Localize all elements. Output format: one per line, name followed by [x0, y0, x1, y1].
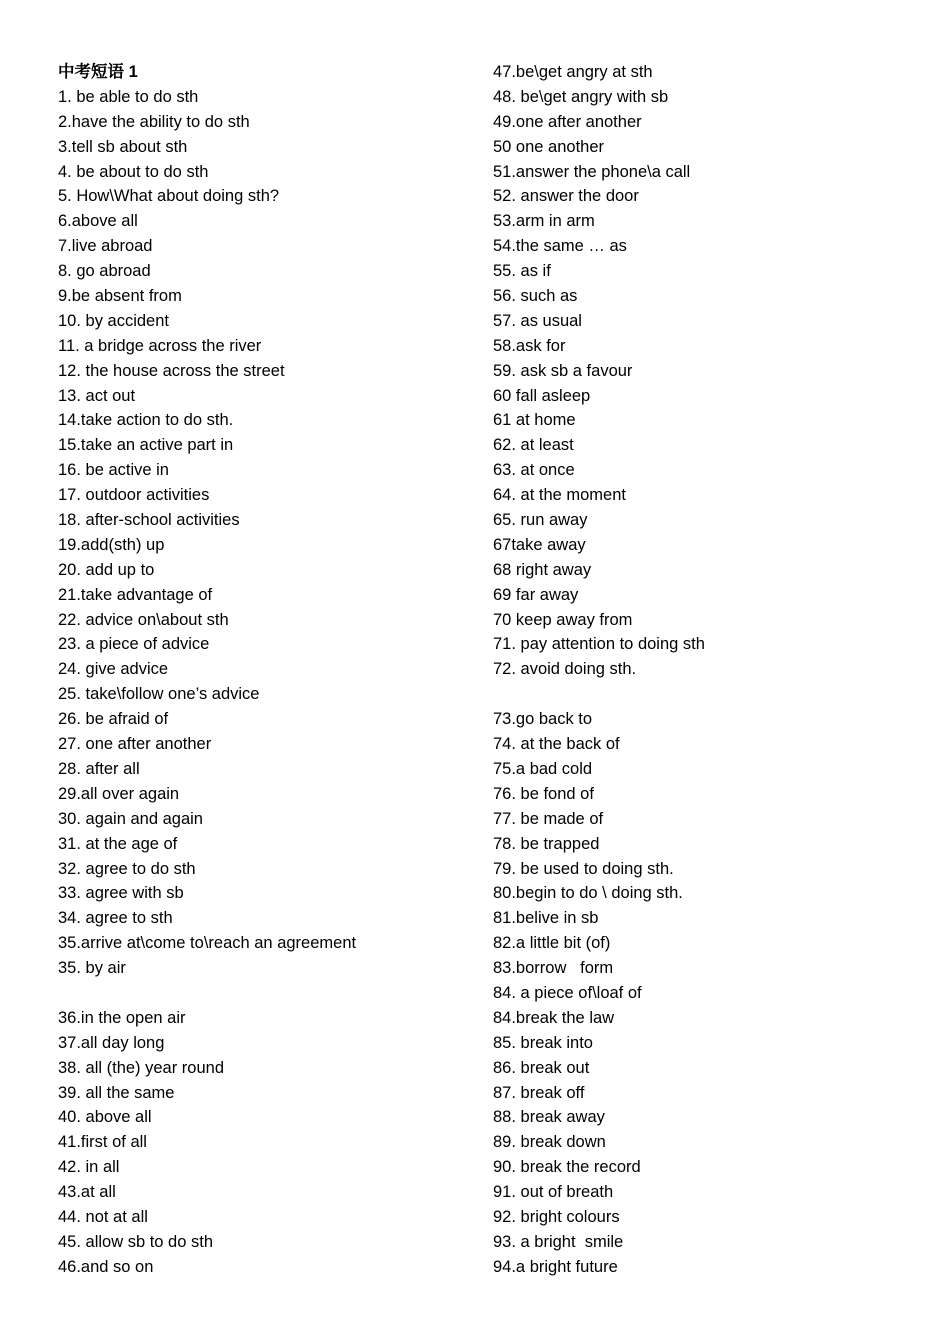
phrase-item: 29.all over again	[58, 784, 180, 803]
phrase-item: 85. break into	[493, 1033, 593, 1052]
blank-line	[493, 682, 913, 707]
phrase-item: 63. at once	[493, 461, 575, 480]
phrase-item: 30. again and again	[58, 809, 203, 828]
phrase-item: 75.a bad cold	[493, 759, 593, 778]
phrase-item: 93. a bright smile	[493, 1232, 624, 1251]
phrase-item: 91. out of breath	[493, 1183, 614, 1202]
phrase-item: 26. be afraid of	[58, 710, 169, 729]
phrase-item: 13. act out	[58, 386, 136, 405]
phrase-item: 20. add up to	[58, 560, 155, 579]
phrase-item: 35. by air	[58, 959, 126, 978]
phrase-item: 8. go abroad	[58, 262, 151, 281]
phrase-item: 49.one after another	[493, 112, 642, 131]
phrase-item: 89. break down	[493, 1133, 606, 1152]
phrase-item: 47.be\get angry at sth	[493, 63, 653, 81]
phrase-item: 87. break off	[493, 1083, 585, 1102]
phrase-item: 9.be absent from	[58, 287, 182, 306]
phrase-item: 16. be active in	[58, 461, 169, 480]
phrase-item: 81.belive in sb	[493, 909, 599, 928]
phrase-item: 54.the same … as	[493, 237, 627, 256]
phrase-item: 14.take action to do sth.	[58, 411, 234, 430]
phrase-item: 11. a bridge across the river	[58, 336, 262, 355]
phrase-item: 4. be about to do sth	[58, 162, 209, 181]
phrase-item: 55. as if	[493, 262, 551, 281]
phrase-item: 68 right away	[493, 560, 592, 579]
phrase-item: 88. break away	[493, 1108, 605, 1127]
phrase-item: 78. be trapped	[493, 834, 600, 853]
phrase-item: 33. agree with sb	[58, 884, 184, 903]
phrase-item: 64. at the moment	[493, 486, 626, 505]
blank-line	[58, 981, 478, 1006]
phrase-item: 73.go back to	[493, 710, 593, 729]
phrase-item: 48. be\get angry with sb	[493, 87, 669, 106]
phrase-item: 22. advice on\about sth	[58, 610, 229, 629]
phrase-item: 57. as usual	[493, 311, 582, 330]
phrase-item: 24. give advice	[58, 660, 169, 679]
phrase-item: 58.ask for	[493, 336, 566, 355]
phrase-item: 62. at least	[493, 436, 574, 455]
phrase-item: 2.have the ability to do sth	[58, 112, 250, 131]
phrase-item: 74. at the back of	[493, 735, 620, 754]
phrase-item: 10. by accident	[58, 311, 169, 330]
phrase-item: 34. agree to sth	[58, 909, 173, 928]
phrase-item: 90. break the record	[493, 1158, 641, 1177]
phrase-item: 80.begin to do \ doing sth.	[493, 884, 683, 903]
phrase-item: 59. ask sb a favour	[493, 361, 633, 380]
phrase-item: 70 keep away from	[493, 610, 633, 629]
phrase-item: 28. after all	[58, 759, 140, 778]
left-column	[58, 60, 478, 1280]
phrase-item: 40. above all	[58, 1108, 152, 1127]
phrase-item: 5. How\What about doing sth?	[58, 187, 280, 206]
phrase-item: 38. all (the) year round	[58, 1058, 225, 1077]
phrase-item: 51.answer the phone\a call	[493, 162, 691, 181]
phrase-item: 23. a piece of advice	[58, 635, 210, 654]
phrase-item: 46.and so on	[58, 1257, 154, 1276]
phrase-item: 94.a bright future	[493, 1257, 618, 1276]
phrase-item: 15.take an active part in	[58, 436, 234, 455]
phrase-item: 32. agree to do sth	[58, 859, 196, 878]
phrase-item: 18. after-school activities	[58, 511, 240, 530]
phrase-item: 52. answer the door	[493, 187, 639, 206]
phrase-item: 25. take\follow one’s advice	[58, 685, 260, 704]
phrase-item: 37.all day long	[58, 1033, 165, 1052]
phrase-item: 60 fall asleep	[493, 386, 591, 405]
phrase-item: 36.in the open air	[58, 1008, 186, 1027]
phrase-item: 61 at home	[493, 411, 576, 430]
phrase-item: 31. at the age of	[58, 834, 178, 853]
phrase-item: 1. be able to do sth	[58, 87, 199, 106]
phrase-item: 19.add(sth) up	[58, 535, 165, 554]
phrase-item: 92. bright colours	[493, 1207, 620, 1226]
phrase-item: 53.arm in arm	[493, 212, 595, 231]
phrase-item: 56. such as	[493, 287, 578, 306]
phrase-item: 41.first of all	[58, 1133, 147, 1152]
phrase-item: 42. in all	[58, 1158, 120, 1177]
phrase-item: 72. avoid doing sth.	[493, 660, 637, 679]
phrase-item: 84.break the law	[493, 1008, 615, 1027]
phrase-item: 6.above all	[58, 212, 138, 231]
document-title: 中考短语 1	[58, 63, 138, 81]
right-column	[493, 60, 913, 1280]
phrase-item: 7.live abroad	[58, 237, 153, 256]
phrase-item: 77. be made of	[493, 809, 604, 828]
phrase-item: 71. pay attention to doing sth	[493, 635, 705, 654]
phrase-item: 65. run away	[493, 511, 588, 530]
phrase-item: 84. a piece of\loaf of	[493, 983, 642, 1002]
phrase-item: 44. not at all	[58, 1207, 148, 1226]
phrase-item: 82.a little bit (of)	[493, 934, 611, 953]
phrase-item: 3.tell sb about sth	[58, 137, 188, 156]
phrase-item: 79. be used to doing sth.	[493, 859, 674, 878]
phrase-item: 83.borrow form	[493, 959, 614, 978]
phrase-item: 43.at all	[58, 1183, 116, 1202]
phrase-item: 76. be fond of	[493, 784, 594, 803]
phrase-item: 45. allow sb to do sth	[58, 1232, 214, 1251]
phrase-item: 50 one another	[493, 137, 605, 156]
phrase-item: 39. all the same	[58, 1083, 175, 1102]
phrase-item: 17. outdoor activities	[58, 486, 210, 505]
phrase-item: 86. break out	[493, 1058, 590, 1077]
phrase-item: 67take away	[493, 535, 586, 554]
phrase-item: 35.arrive at\come to\reach an agreement	[58, 934, 357, 953]
phrase-item: 12. the house across the street	[58, 361, 285, 380]
phrase-item: 69 far away	[493, 585, 579, 604]
phrase-item: 21.take advantage of	[58, 585, 213, 604]
phrase-item: 27. one after another	[58, 735, 212, 754]
